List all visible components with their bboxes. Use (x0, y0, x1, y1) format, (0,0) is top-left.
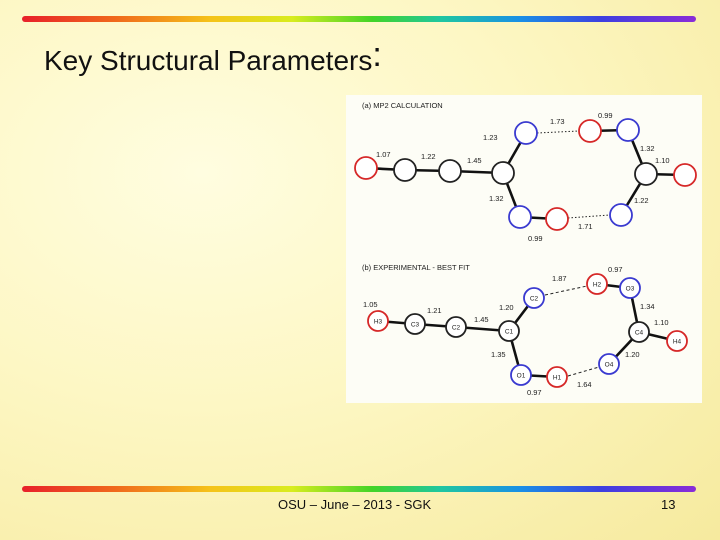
a-label-c-c-mid: 1.45 (467, 156, 482, 165)
a-label-o-h-lower: 0.99 (528, 234, 543, 243)
b-label-c4-h4: 1.10 (654, 318, 669, 327)
b-atom-label-o1: O1 (516, 372, 526, 380)
b-label-o1-h1: 0.97 (527, 388, 542, 397)
a-hbond-upper (537, 131, 579, 133)
b-atom-label-o2: C2 (529, 295, 539, 303)
b-label-c3-c2: 1.21 (427, 306, 442, 315)
page-number: 13 (661, 497, 676, 512)
b-atom-label-h2: H2 (592, 281, 602, 289)
b-label-h2-o3: 0.97 (608, 265, 623, 274)
b-atom-label-c1: C1 (504, 328, 514, 336)
a-atom-oxygen-lower (509, 206, 531, 228)
panel-a-label: (a) MP2 CALCULATION (362, 101, 443, 110)
a-atom-carbon-right (635, 163, 657, 185)
b-atom-label-c2: C2 (451, 324, 461, 332)
panel-b-label: (b) EXPERIMENTAL - BEST FIT (362, 263, 470, 272)
bottom-rainbow-divider (22, 486, 696, 492)
a-atom-oxygen-right-upper (617, 119, 639, 141)
a-label-o-h-lower-hbond: 1.71 (578, 222, 593, 231)
a-label-c-o-right-lower: 1.22 (634, 196, 649, 205)
b-atom-label-o3: O3 (625, 285, 635, 293)
b-atom-label-c3: C3 (410, 321, 420, 329)
footer-text: OSU – June – 2013 - SGK (278, 497, 432, 512)
a-label-c-h-right: 1.10 (655, 156, 670, 165)
b-label-c2-c1: 1.45 (474, 315, 489, 324)
b-label-o2-h2-hbond: 1.87 (552, 274, 567, 283)
a-atom-hydrogen-left (355, 157, 377, 179)
slide-title-colon: : (372, 36, 382, 74)
panel-a-atoms (355, 119, 696, 230)
b-label-c1-o1: 1.35 (491, 350, 506, 359)
b-atom-label-h4: H4 (672, 338, 682, 346)
a-label-c-o-upper: 1.23 (483, 133, 498, 142)
panel-b-hbonds (545, 286, 599, 376)
slide-title (44, 36, 382, 79)
a-atom-oxygen-upper (515, 122, 537, 144)
a-label-c-c-left: 1.22 (421, 152, 436, 161)
structure-figure (346, 95, 702, 403)
slide-title-text: Key Structural Parameters (44, 45, 373, 76)
a-atom-oxygen-right-lower (610, 204, 632, 226)
b-label-o3-c4: 1.34 (640, 302, 655, 311)
a-label-h-o: 1.07 (376, 150, 391, 159)
a-atom-carbon-1 (394, 159, 416, 181)
a-atom-hydrogen-right (674, 164, 696, 186)
a-atom-hydrogen-upper (579, 120, 601, 142)
b-label-o4-c4: 1.20 (625, 350, 640, 359)
a-atom-hydrogen-lower (546, 208, 568, 230)
a-hbond-lower (568, 215, 610, 218)
b-label-h3-c3: 1.05 (363, 300, 378, 309)
a-label-c-o-lower: 1.32 (489, 194, 504, 203)
structure-diagram (346, 95, 702, 403)
b-hbond-o2-h2 (545, 286, 587, 295)
b-label-c1-o2: 1.20 (499, 303, 514, 312)
b-atom-label-c4: C4 (634, 329, 644, 337)
panel-a-hbonds (537, 131, 610, 218)
a-label-o-h-upper: 0.99 (598, 111, 613, 120)
b-atom-label-h3: H3 (373, 318, 383, 326)
b-atom-label-h1: H1 (552, 374, 562, 382)
b-hbond-h1-o4 (568, 367, 599, 376)
b-label-h1-o4-hbond: 1.64 (577, 380, 592, 389)
a-label-c-o-right-upper: 1.32 (640, 144, 655, 153)
a-atom-carbon-2 (439, 160, 461, 182)
top-rainbow-divider (22, 16, 696, 22)
a-atom-carbon-3 (492, 162, 514, 184)
b-atom-label-o4: O4 (604, 361, 614, 369)
a-label-o-h-upper-hbond: 1.73 (550, 117, 565, 126)
